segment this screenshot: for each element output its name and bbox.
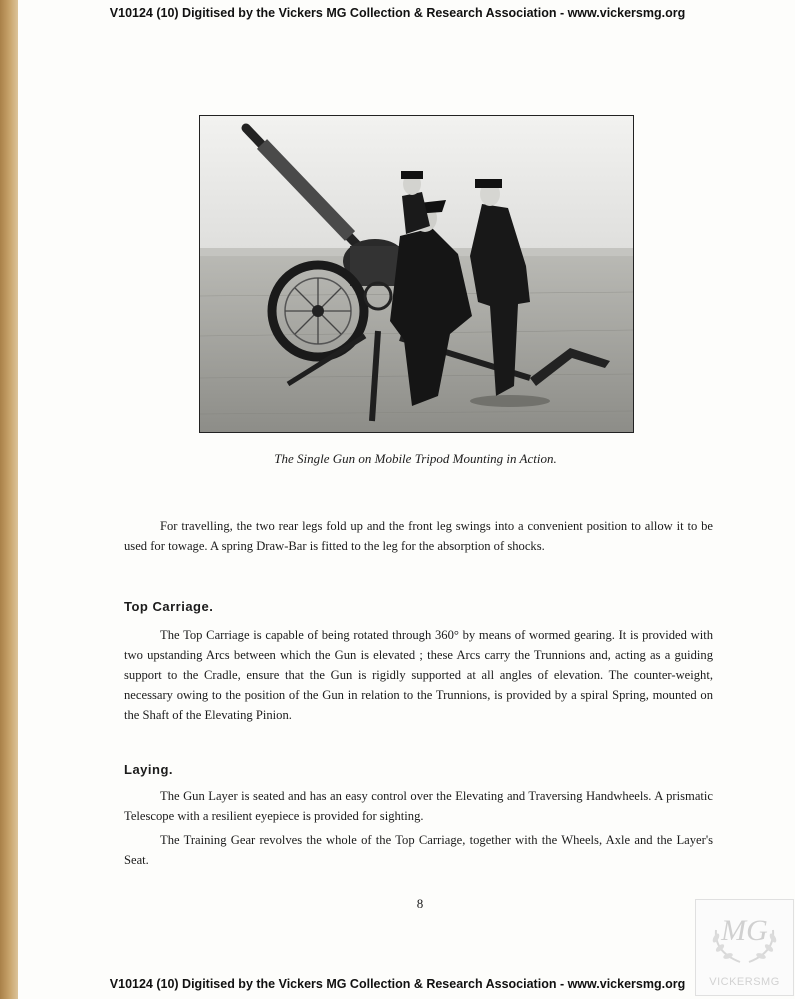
book-binding-edge [0,0,18,999]
figure-caption: The Single Gun on Mobile Tripod Mounting in Action. [274,451,557,466]
top-carriage-paragraph: The Top Carriage is capable of being rotated through 360° by means of wormed gearing. It is provided with two upstanding Arcs between which the Gun is elevated ; these Arcs carry the Trunnions and, acting as a guiding support to the Cradle, ensure that the Gun is rigidly supported at all angles of elevation. The counter-weight, necessary owing to the position of the Gun in relation to the Trunnions, is provided by a spiral Spring, mounted on the Shaft of the Elevating Pinion. [124,628,713,722]
watermark-text: VICKERSMG [709,976,780,988]
laying-paragraph-1: The Gun Layer is seated and has an easy control over the Elevating and Traversing Handwheels. A prismatic Telescope with a resilient eyepiece is provided for sighting. [124,789,713,823]
laying-paragraph-2: The Training Gear revolves the whole of the Top Carriage, together with the Wheels, Axle and the Layer's Seat. [124,833,713,867]
intro-paragraph: For travelling, the two rear legs fold up and the front leg swings into a convenient position to allow it to be used for towage. A spring Draw-Bar is fitted to the leg for the absorption of shocks. [124,519,713,553]
section-heading-laying: Laying. [124,762,174,777]
digitisation-banner-top: V10124 (10) Digitised by the Vickers MG Collection & Research Association - www.vickersmg.org [109,6,686,20]
digitisation-banner-bottom: V10124 (10) Digitised by the Vickers MG Collection & Research Association - www.vickersmg.org [109,977,686,991]
section-heading-top-carriage: Top Carriage. [124,599,214,614]
photograph-illustration [200,116,633,432]
photograph-gun-on-tripod [199,115,634,433]
laurel-monogram-icon [696,900,793,975]
watermark-monogram: MG [721,914,768,947]
page-number: 8 [416,896,424,911]
